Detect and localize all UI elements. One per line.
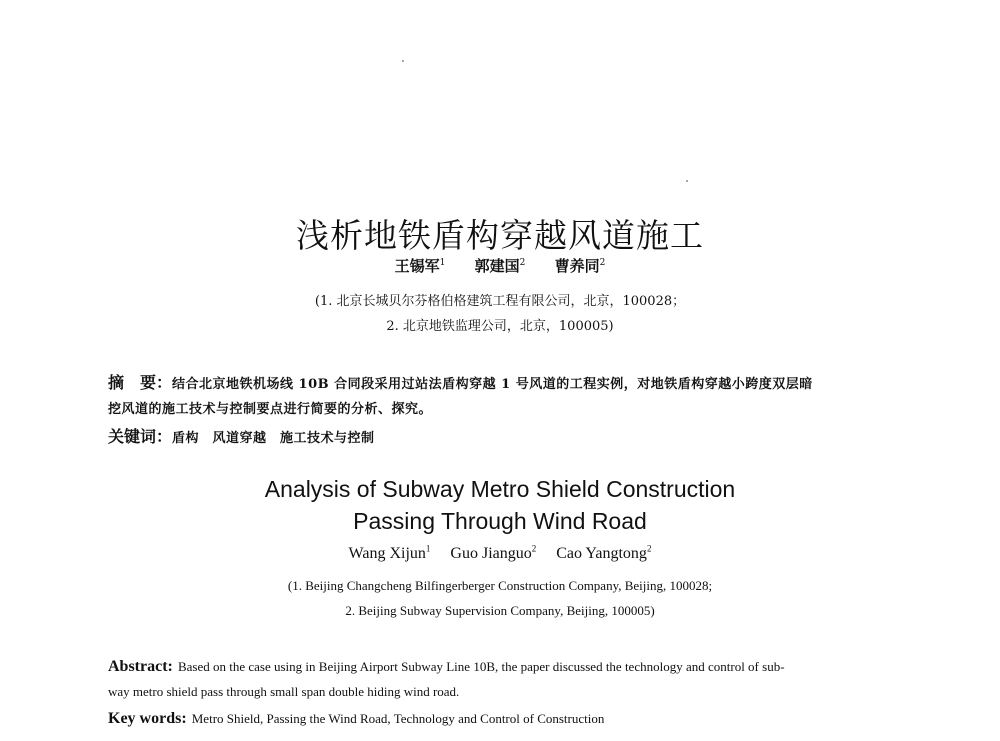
chinese-author-list (0, 255, 1000, 276)
chinese-affiliation-1: (1. 北京长城贝尔芬格伯格建筑工程有限公司，北京，100028； (314, 294, 686, 309)
chinese-abstract (108, 370, 908, 393)
english-author: Guo Jianguo$^2$ (450, 544, 537, 563)
chinese-abstract-line-1: 结合北京地铁机场线 10B 合同段采用过站法盾构穿越 1 号风道的工程实例，对地铁盾构穿越小跨度双层暗 (172, 377, 813, 392)
chinese-author: 曹养同$^2$ (554, 257, 606, 275)
chinese-keywords-label: 关键词： (108, 427, 173, 446)
chinese-keywords-text: 盾构 风道穿越 施工技术与控制 (172, 431, 375, 446)
english-keywords (108, 708, 604, 728)
scan-speck (402, 60, 404, 62)
english-author: Wang Xijun$^1$ (348, 544, 431, 563)
scan-speck (686, 180, 688, 182)
english-title-line-2: Passing Through Wind Road (353, 508, 647, 534)
chinese-abstract-line-2: 挖风道的施工技术与控制要点进行简要的分析、探究。 (108, 402, 433, 417)
english-title-line-1: Analysis of Subway Metro Shield Construction (264, 476, 736, 502)
english-abstract (108, 656, 785, 676)
english-abstract-line-1: Based on the case using in Beijing Airport Subway Line 10B, the paper discussed the technology and control of sub- (177, 659, 785, 674)
english-author-list (0, 544, 1000, 563)
english-keywords-text: Metro Shield, Passing the Wind Road, Technology and Control of Construction (191, 711, 605, 726)
english-abstract-label: Abstract: (108, 658, 173, 675)
english-affiliation-1: (1. Beijing Changcheng Bilfingerberger Construction Company, Beijing, 100028; (287, 578, 713, 593)
chinese-title: 浅析地铁盾构穿越风道施工 (296, 216, 704, 255)
english-abstract-line-2: way metro shield pass through small span double hiding wind road. (108, 684, 460, 699)
english-author: Cao Yangtong$^2$ (556, 544, 652, 563)
chinese-keywords (108, 424, 375, 447)
chinese-author: 郭建国$^2$ (474, 257, 526, 275)
english-affiliation-2: 2. Beijing Subway Supervision Company, Beijing, 100005) (345, 603, 655, 618)
chinese-author: 王锡军$^1$ (394, 257, 446, 275)
english-keywords-label: Key words: (108, 710, 187, 727)
chinese-abstract-label: 摘 要： (108, 373, 173, 392)
chinese-affiliation-2: 2. 北京地铁监理公司，北京，100005) (386, 319, 614, 334)
